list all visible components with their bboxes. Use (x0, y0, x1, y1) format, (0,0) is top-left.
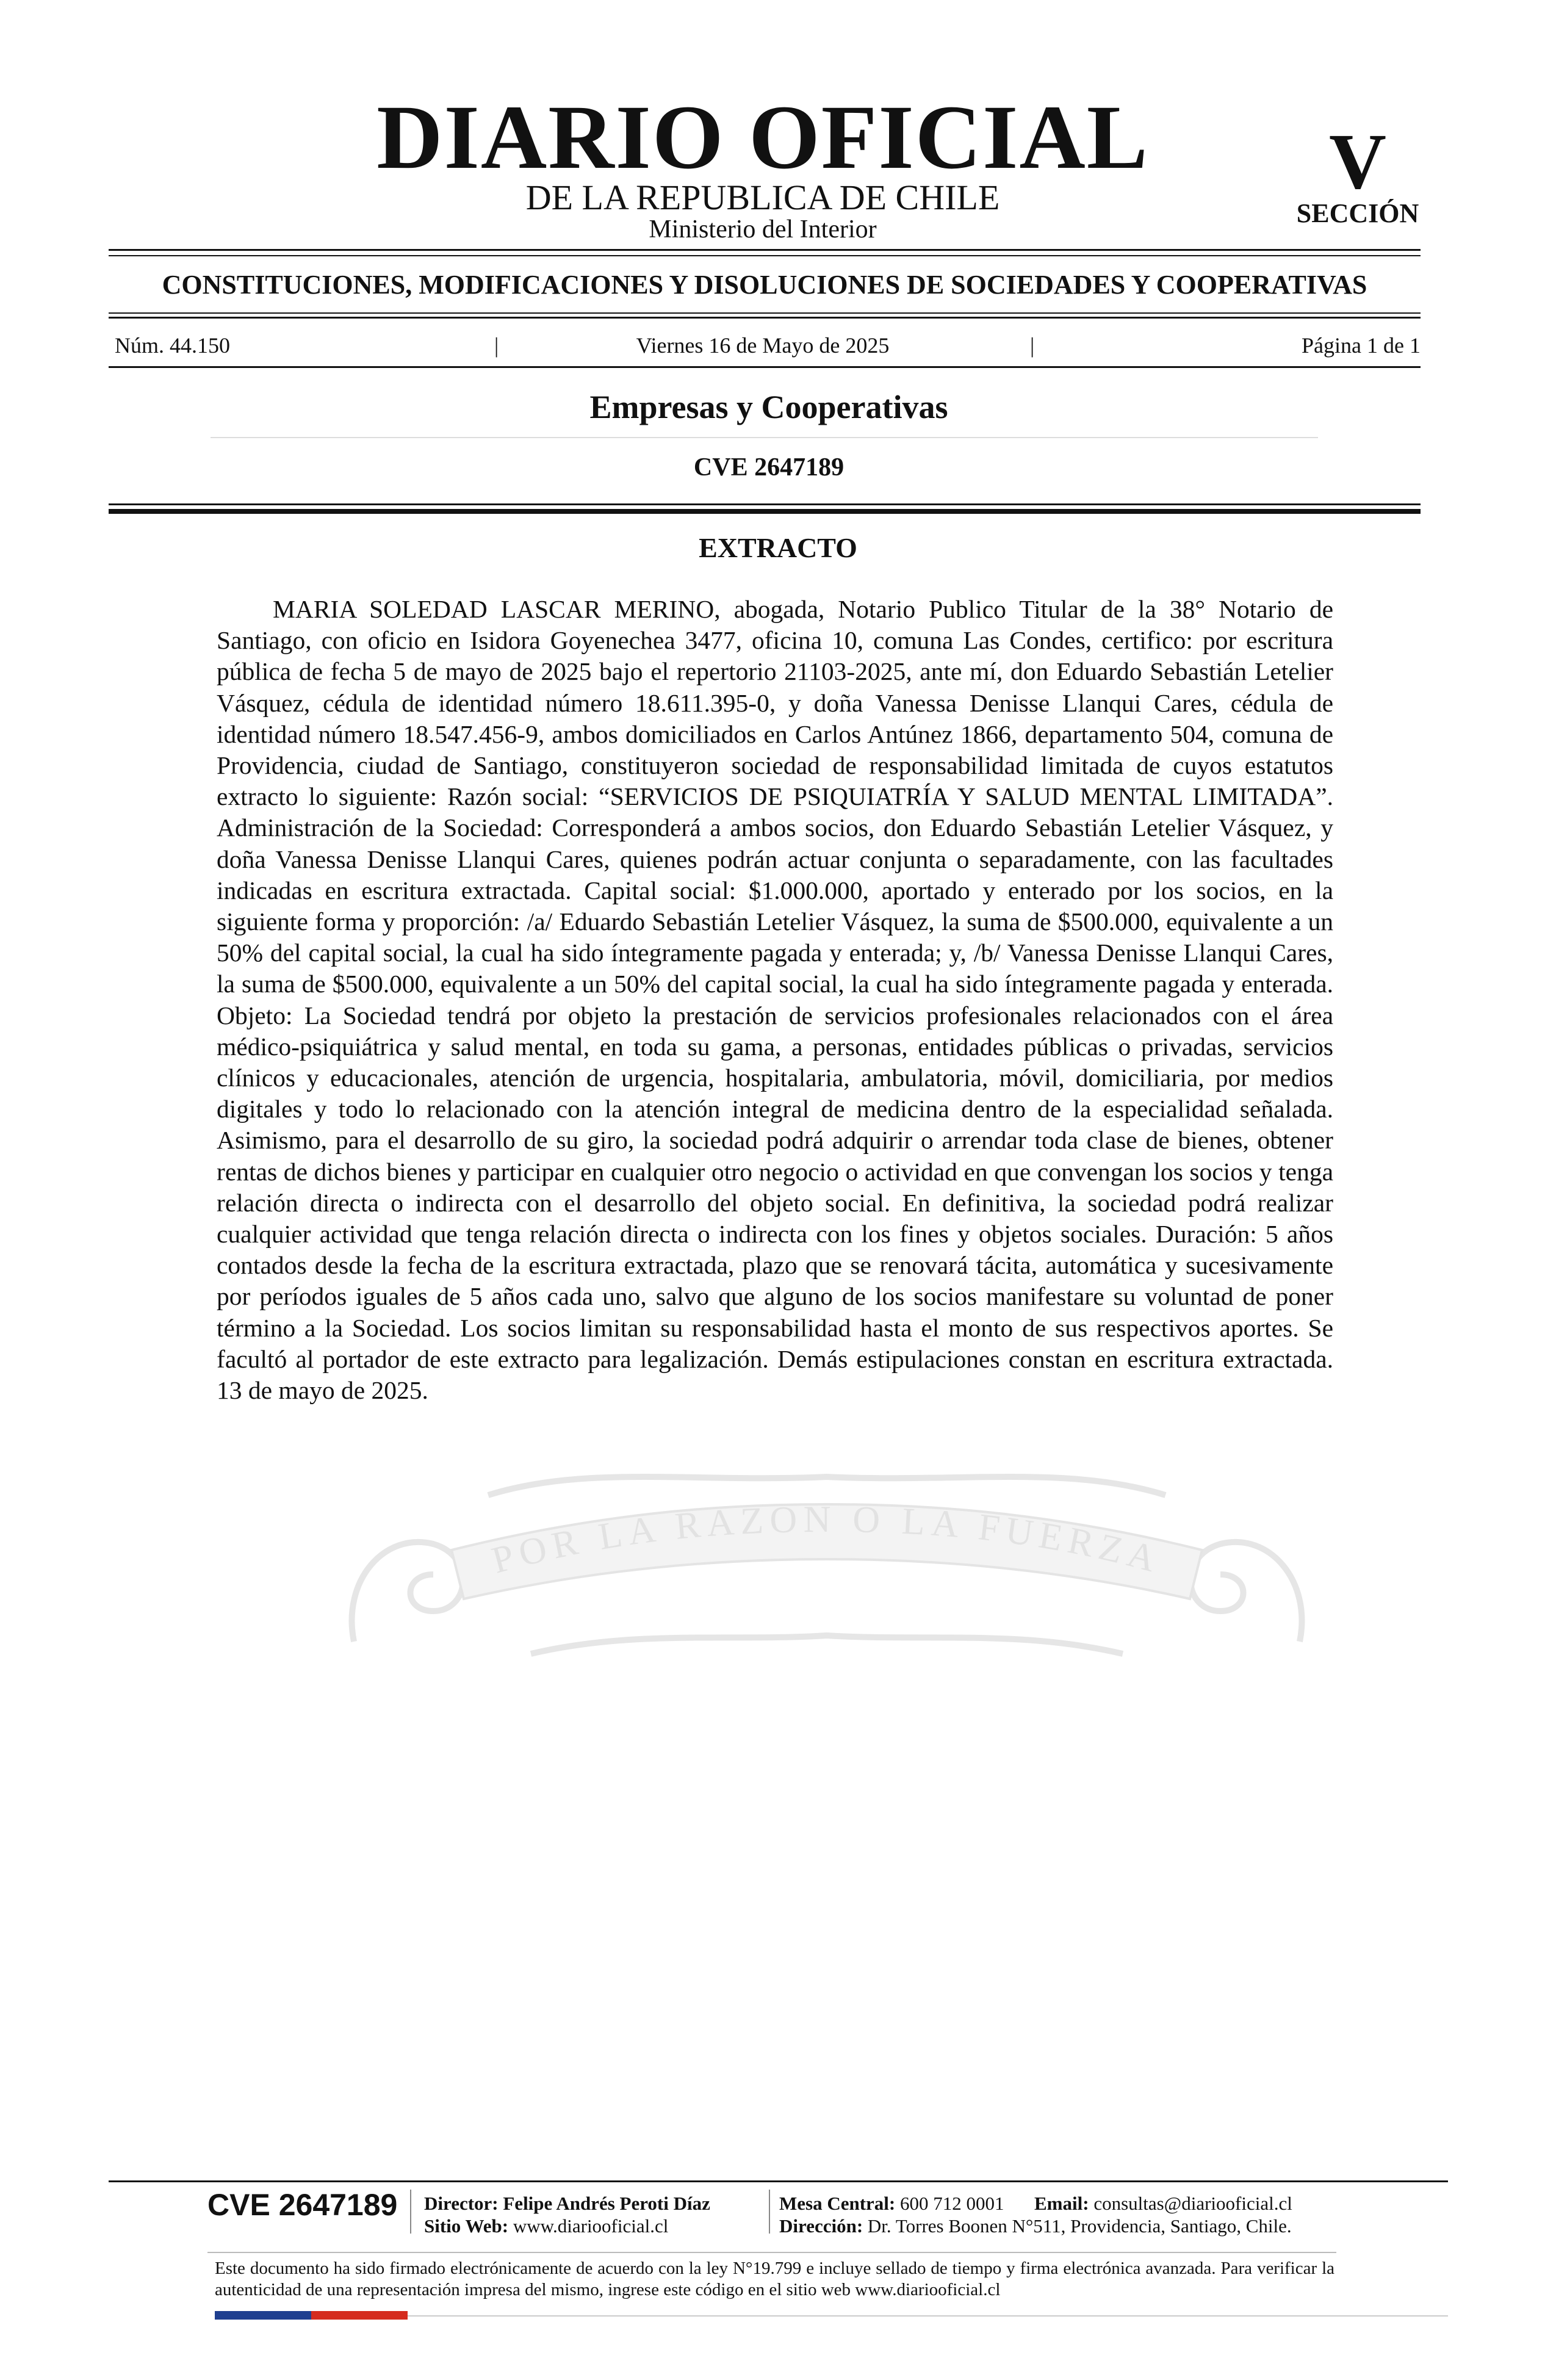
category-title: CONSTITUCIONES, MODIFICACIONES Y DISOLUCIONES DE SOCIEDADES Y COOPERATIVAS (162, 270, 1367, 300)
address-label: Dirección: (779, 2215, 863, 2237)
document-body: MARIA SOLEDAD LASCAR MERINO, abogada, Notario Publico Titular de la 38° Notario de Santiago, con oficio en Isidora Goyenechea 3477, oficina 10, comuna Las Condes, certifico: por escritura pública de fecha 5 de mayo de 2025 bajo el repertorio 21103-2025, ante mí, don Eduardo Sebastián Letelier Vásquez, cédula de identidad número 18.611.395-0, y doña Vanessa Denisse Llanqui Cares, cédula de identidad número 18.547.456-9, ambos domiciliados en Carlos Antúnez 1866, departamento 504, comuna de Providencia, ciudad de Santiago, constituyeron sociedad de responsabilidad limitada de cuyos estatutos extracto lo siguiente: Razón social: “SERVICIOS DE PSIQUIATRÍA Y SALUD MENTAL LIMITADA”. Administración de la Sociedad: Corresponderá a ambos socios, don Eduardo Sebastián Letelier Vásquez, y doña Vanessa Denisse Llanqui Cares, quienes podrán actuar conjunta o separadamente, con las facultades indicadas en escritura extractada. Capital social: $1.000.000, aportado y enterado por los socios, en la siguiente forma y proporción: /a/ Eduardo Sebastián Letelier Vásquez, la suma de $500.000, equivalente a un 50% del capital social, la cual ha sido íntegramente pagada y enterada; y, /b/ Vanessa Denisse Llanqui Cares, la suma de $500.000, equivalente a un 50% del capital social, la cual ha sido íntegramente pagada y enterada. Objeto: La Sociedad tendrá por objeto la prestación de servicios profesionales relacionados con el área médico-psiquiátrica y salud mental, en toda su gama, a personas, entidades públicas o privadas, servicios clínicos y educacionales, atención de urgencia, hospitalaria, ambulatoria, móvil, domiciliaria, por medios digitales y todo lo relacionado con la atención integral de medicina dentro de la especialidad señalada. Asimismo, para el desarrollo de su giro, la sociedad podrá adquirir o arrendar toda clase de bienes, obtener rentas de dichos bienes y participar en cualquier otro negocio o actividad en que convengan los socios y tenga relación directa o indirecta con el desarrollo del objeto social. En definitiva, la sociedad podrá realizar cualquier actividad que tenga relación directa o indirecta con los fines y objetos sociales. Duración: 5 años contados desde la fecha de la escritura extractada, plazo que se renovará tácita, automática y sucesivamente por períodos iguales de 5 años cada uno, salvo que alguno de los socios manifestare su voluntad de poner término a la Sociedad. Los socios limitan su responsabilidad hasta el monto de sus respectivos aportes. Se facultó al portador de este extracto para legalización. Demás estipulaciones constan en escritura extractada. 13 de mayo de 2025. (217, 595, 1333, 1405)
flag-stripe-line (408, 2315, 1448, 2317)
website-label: Sitio Web: (424, 2215, 509, 2237)
meta-separator: | (1030, 333, 1035, 358)
footer-note-divider (207, 2252, 1336, 2253)
section-label: SECCIÓN (1296, 198, 1419, 228)
section-heading: Empresas y Cooperativas (589, 389, 948, 425)
category-rule (109, 312, 1421, 314)
verification-note: Este documento ha sido firmado electrónicamente de acuerdo con la ley N°19.799 e incluye sellado de tiempo y firma electrónica avanzada. Para verificar la autenticidad de una representación impresa del mismo, ingrese este código en el sitio web www.diariooficial.cl (215, 2259, 1334, 2299)
category-rule (109, 317, 1421, 319)
footer-separator (769, 2190, 770, 2234)
footer-website (424, 2216, 668, 2235)
director-name: Felipe Andrés Peroti Díaz (503, 2193, 710, 2214)
website-link[interactable]: www.diariooficial.cl (513, 2215, 669, 2237)
flag-stripe-blue (215, 2311, 311, 2320)
masthead-ministry: Ministerio del Interior (649, 215, 877, 243)
issue-number: Núm. 44.150 (115, 333, 230, 358)
document-title: EXTRACTO (699, 532, 857, 563)
section-rule (109, 503, 1421, 505)
section-divider (211, 437, 1318, 438)
phone-number: 600 712 0001 (900, 2193, 1004, 2214)
meta-rule (109, 366, 1421, 368)
header-rule (109, 255, 1421, 256)
address-value: Dr. Torres Boonen N°511, Providencia, Santiago, Chile. (867, 2215, 1292, 2237)
director-label: Director: (424, 2193, 499, 2214)
watermark-motto: POR LA RAZON O LA FUERZA (487, 1498, 1166, 1582)
header-rule (109, 249, 1421, 251)
cve-code: CVE 2647189 (693, 453, 845, 481)
footer-address (779, 2216, 1292, 2235)
phone-label: Mesa Central: (779, 2193, 896, 2214)
email-link[interactable]: consultas@diariooficial.cl (1093, 2193, 1292, 2214)
footer-phone-email (779, 2194, 1292, 2213)
masthead-title: DIARIO OFICIAL (376, 87, 1149, 188)
coat-of-arms-watermark (330, 1459, 1324, 1660)
footer-cve-code: CVE 2647189 (207, 2188, 398, 2222)
masthead-subtitle: DE LA REPUBLICA DE CHILE (525, 178, 1000, 217)
meta-separator: | (494, 333, 499, 358)
section-letter: V (1329, 118, 1386, 206)
flag-stripe-red (311, 2311, 408, 2320)
footer-separator (410, 2190, 411, 2234)
page-indicator: Página 1 de 1 (1302, 333, 1421, 358)
issue-date: Viernes 16 de Mayo de 2025 (636, 333, 890, 358)
email-label: Email: (1034, 2193, 1089, 2214)
section-rule (109, 509, 1421, 514)
footer-rule (109, 2180, 1448, 2182)
footer-director (424, 2194, 710, 2213)
